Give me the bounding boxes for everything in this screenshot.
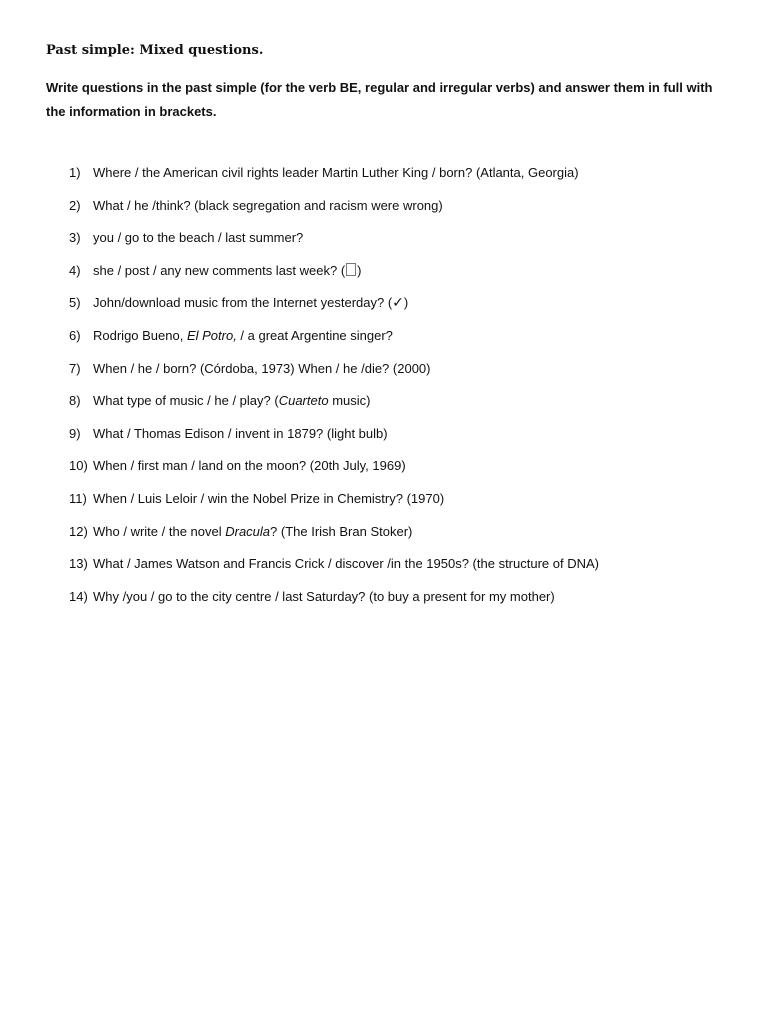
question-number: 9) [69,425,81,441]
question-text: When / first man / land on the moon? (20th July, 1969) [93,458,406,474]
question-text-end: / a great Argentine singer? [236,327,393,343]
question-number: 3) [69,230,81,246]
question-text [93,390,370,412]
question-text: What / James Watson and Francis Crick / discover /in the 1950s? (the structure of DNA) [93,556,599,572]
question-item [69,423,749,456]
question-text: What / he /think? (black segregation and racism were wrong) [93,197,443,213]
question-text-end: music) [328,393,371,409]
question-item [69,488,749,521]
question-number: 13) [69,556,88,572]
italic-nickname: El Potro, [186,327,237,343]
question-text-end: ? (The Irish Bran Stoker) [270,523,413,539]
question-text-end: ) [403,295,409,311]
question-text: Where / the American civil rights leader Martin Luther King / born? (Atlanta, Georgia) [93,165,579,180]
question-text [93,260,362,282]
question-text [93,292,408,314]
empty-box-icon [346,263,356,276]
question-text: you / go to the beach / last summer? [93,230,304,246]
question-number: 4) [69,262,81,278]
question-number: 14) [69,588,88,604]
check-mark-icon: ✓ [392,295,404,312]
question-number: 7) [69,360,81,376]
question-text: Why /you / go to the city centre / last Saturday? (to buy a present for my mother) [93,588,555,604]
question-item [69,325,749,358]
question-number: 11) [69,490,87,506]
question-text-start: she / post / any new comments last week? ( [93,262,346,278]
question-item [69,195,749,228]
question-item [69,292,749,325]
question-number: 12) [69,523,88,539]
question-text-start: Who / write / the novel [93,523,226,539]
question-text [93,325,393,347]
worksheet-title: Past simple: Mixed questions. [46,43,264,58]
question-item [69,162,749,195]
question-item [69,227,749,260]
question-text-start: What type of music / he / play? ( [93,393,279,409]
worksheet-instructions: Write questions in the past simple (for the verb BE, regular and irregular verbs) and answer them in full with the information in brackets. [46,80,713,119]
question-text-start: John/download music from the Internet yesterday? ( [93,295,393,311]
question-item [69,455,749,488]
question-number: 2) [69,197,81,213]
question-item [69,586,749,619]
question-text: What / Thomas Edison / invent in 1879? (light bulb) [93,425,388,441]
question-number: 5) [69,295,81,311]
question-text-start: Rodrigo Bueno, [93,327,187,343]
question-text: When / Luis Leloir / win the Nobel Prize in Chemistry? (1970) [93,490,445,506]
question-item [69,521,749,554]
question-item [69,260,749,293]
question-text [93,521,412,543]
question-item [69,358,749,391]
italic-music-genre: Cuarteto [278,393,329,409]
italic-novel-title: Dracula [225,523,271,539]
question-list [69,162,749,618]
question-number: 8) [69,393,81,409]
question-text: When / he / born? (Córdoba, 1973) When / he /die? (2000) [93,360,431,376]
question-number: 1) [69,165,81,180]
question-item [69,553,749,586]
question-number: 10) [69,458,88,474]
question-item [69,390,749,423]
question-text-end: ) [357,262,362,278]
question-number: 6) [69,327,81,343]
